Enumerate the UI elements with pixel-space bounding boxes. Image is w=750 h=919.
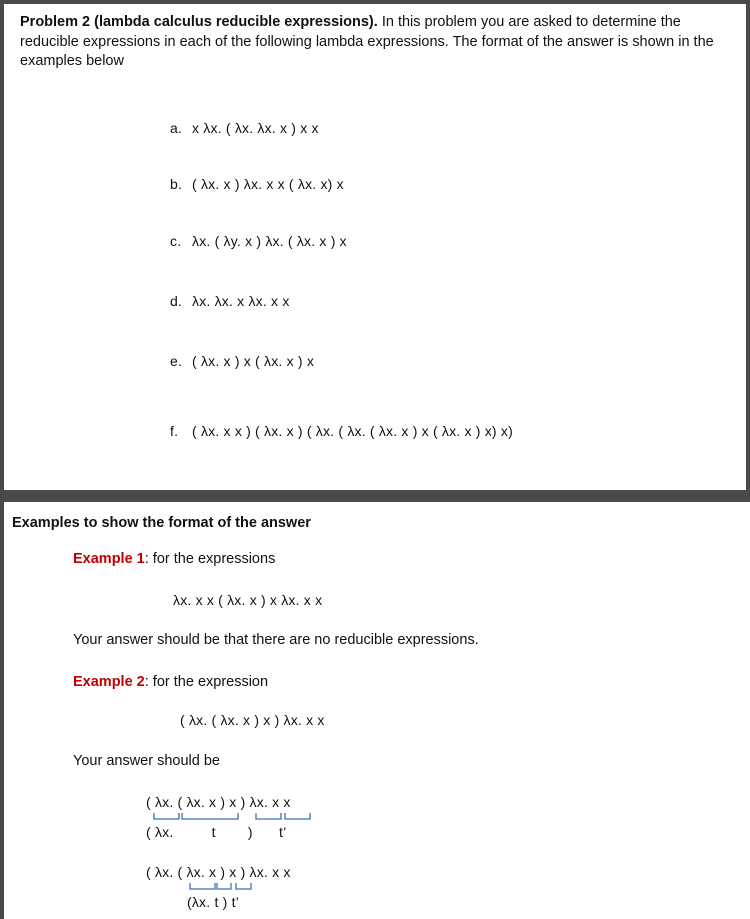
example2-expression: ( λx. ( λx. x ) x ) λx. x x (180, 712, 325, 728)
example2-answer-lead: Your answer should be (73, 753, 220, 769)
item-e: e. ( λx. x ) x ( λx. x ) x (170, 353, 315, 369)
answer2-substitution: (λx. t ) t’ (187, 894, 239, 910)
brace-tprime-2 (236, 883, 251, 889)
example1-label: Example 1 (73, 551, 145, 567)
problem-description: In this problem you are asked to determine the reducible expressions in each of the following lambda expressions. The format of the answer is shown in the examples below (20, 14, 714, 69)
examples-heading: Examples to show the format of the answer (12, 515, 311, 531)
answer2-braces (4, 502, 750, 919)
examples-panel (4, 502, 750, 919)
example1-intro: Example 1: for the expressions (73, 551, 276, 567)
problem-title: Problem 2 (lambda calculus reducible expressions). (20, 14, 378, 30)
example2-label: Example 2 (73, 674, 145, 690)
answer2-expression: ( λx. ( λx. x ) x ) λx. x x (146, 864, 291, 880)
example2-intro: Example 2: for the expression (73, 674, 269, 690)
brace-lambda-3 (190, 883, 215, 889)
item-b: b. ( λx. x ) λx. x x ( λx. x) x (170, 176, 344, 192)
item-a: a. x λx. ( λx. λx. x ) x x (170, 120, 319, 136)
answer1-substitution: ( λx. t ) t’ (146, 824, 287, 840)
answer1-expression: ( λx. ( λx. x ) x ) λx. x x (146, 794, 291, 810)
problem-panel (4, 4, 746, 490)
item-c: c. λx. ( λy. x ) λx. ( λx. x ) x (170, 233, 347, 249)
item-f: f. ( λx. x x ) ( λx. x ) ( λx. ( λx. ( λx. x ) x ( λx. x ) x) x) (170, 423, 513, 439)
problem-intro (20, 13, 730, 72)
item-d: d. λx. λx. x λx. x x (170, 293, 290, 309)
example1-answer: Your answer should be that there are no reducible expressions. (73, 632, 479, 648)
brace-t-2 (217, 883, 231, 889)
example1-expression: λx. x x ( λx. x ) x λx. x x (173, 592, 323, 608)
